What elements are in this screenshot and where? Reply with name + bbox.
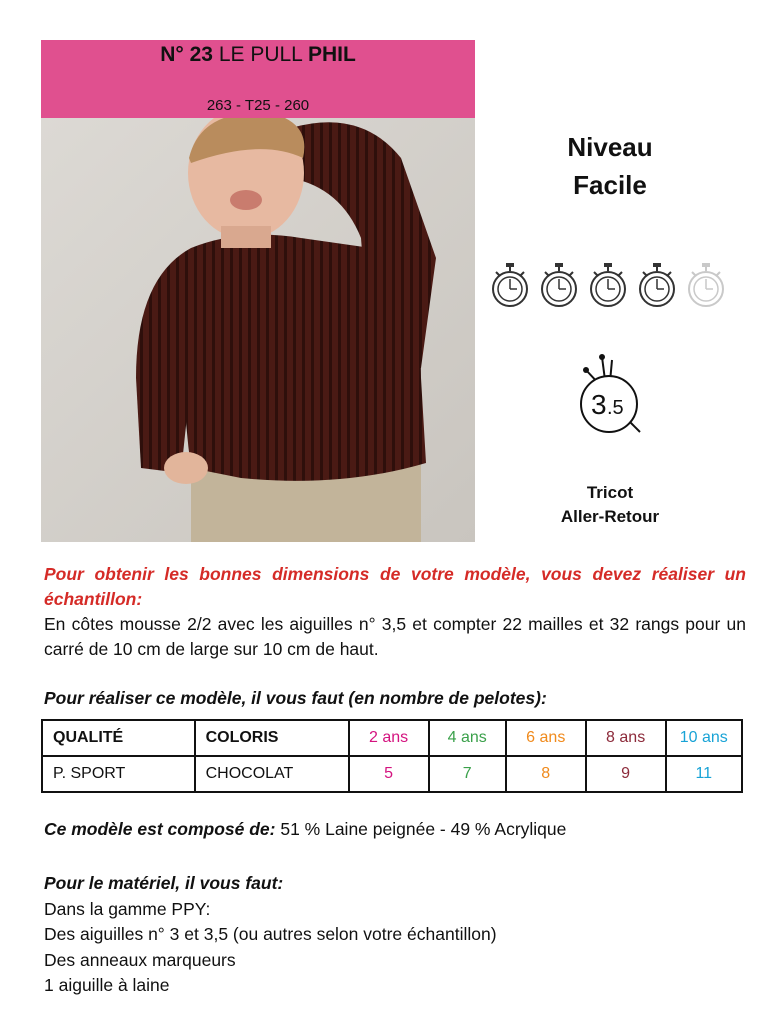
gauge-text: En côtes mousse 2/2 avec les aiguilles n° 3,5 et compter 22 mailles et 32 rangs pour un carré de 10 cm de large sur 10 cm de haut.	[44, 614, 746, 659]
material-item: 1 aiguille à laine	[44, 975, 170, 995]
pattern-name-bold: PHIL	[307, 43, 356, 66]
size-header: 2 ans	[349, 720, 429, 756]
level-label: Niveau	[567, 132, 653, 162]
timer-icon-filled	[490, 262, 530, 313]
material-item: Dans la gamme PPY:	[44, 898, 211, 919]
skein-count: 7	[429, 756, 506, 792]
size-header: 4 ans	[429, 720, 506, 756]
gauge-heading: Pour obtenir les bonnes dimensions de votre modèle, vous devez réaliser un échantillon:	[44, 564, 746, 609]
skein-count: 5	[349, 756, 429, 792]
gauge-section	[44, 562, 746, 662]
needle-size-sub: .5	[607, 397, 624, 419]
difficulty-level	[480, 128, 740, 204]
column-header: QUALITÉ	[42, 720, 195, 756]
yarn-quality: P. SPORT	[42, 756, 195, 792]
technique-line2: Aller-Retour	[560, 507, 660, 526]
composition-value: 51 % Laine peignée - 49 % Acrylique	[280, 819, 567, 839]
yarn-color: CHOCOLAT	[195, 756, 349, 792]
needle-size-icon	[572, 352, 652, 447]
requirements-heading: Pour réaliser ce modèle, il vous faut (en nombre de pelotes):	[44, 688, 547, 708]
level-value: Facile	[573, 170, 647, 200]
yarn-table-row	[42, 756, 742, 792]
title-banner	[41, 40, 475, 118]
skein-count: 8	[506, 756, 586, 792]
material-item: Des anneaux marqueurs	[44, 949, 236, 970]
pattern-number: N° 23	[160, 43, 213, 66]
timer-icon-filled	[588, 262, 628, 313]
pattern-name-light: LE PULL	[218, 43, 303, 66]
model-photo	[41, 118, 475, 542]
yarn-table	[41, 719, 743, 793]
technique	[480, 481, 740, 529]
timer-icon-empty	[686, 262, 726, 313]
skein-count: 9	[586, 756, 666, 792]
needle-size-main: 3	[591, 389, 607, 420]
size-header: 8 ans	[586, 720, 666, 756]
timer-icon-filled	[637, 262, 677, 313]
pattern-reference: 263 - T25 - 260	[206, 97, 310, 114]
yarn-table-header	[42, 720, 742, 756]
timer-icon-filled	[539, 262, 579, 313]
composition	[44, 819, 566, 840]
size-header: 10 ans	[666, 720, 742, 756]
material-heading: Pour le matériel, il vous faut:	[44, 873, 284, 893]
column-header: COLORIS	[195, 720, 349, 756]
skein-count: 11	[666, 756, 742, 792]
pattern-title	[41, 43, 475, 67]
material-section	[44, 871, 497, 999]
material-item: Des aiguilles n° 3 et 3,5 (ou autres selon votre échantillon)	[44, 924, 497, 944]
technique-line1: Tricot	[586, 483, 634, 502]
composition-label: Ce modèle est composé de:	[44, 819, 276, 839]
size-header: 6 ans	[506, 720, 586, 756]
